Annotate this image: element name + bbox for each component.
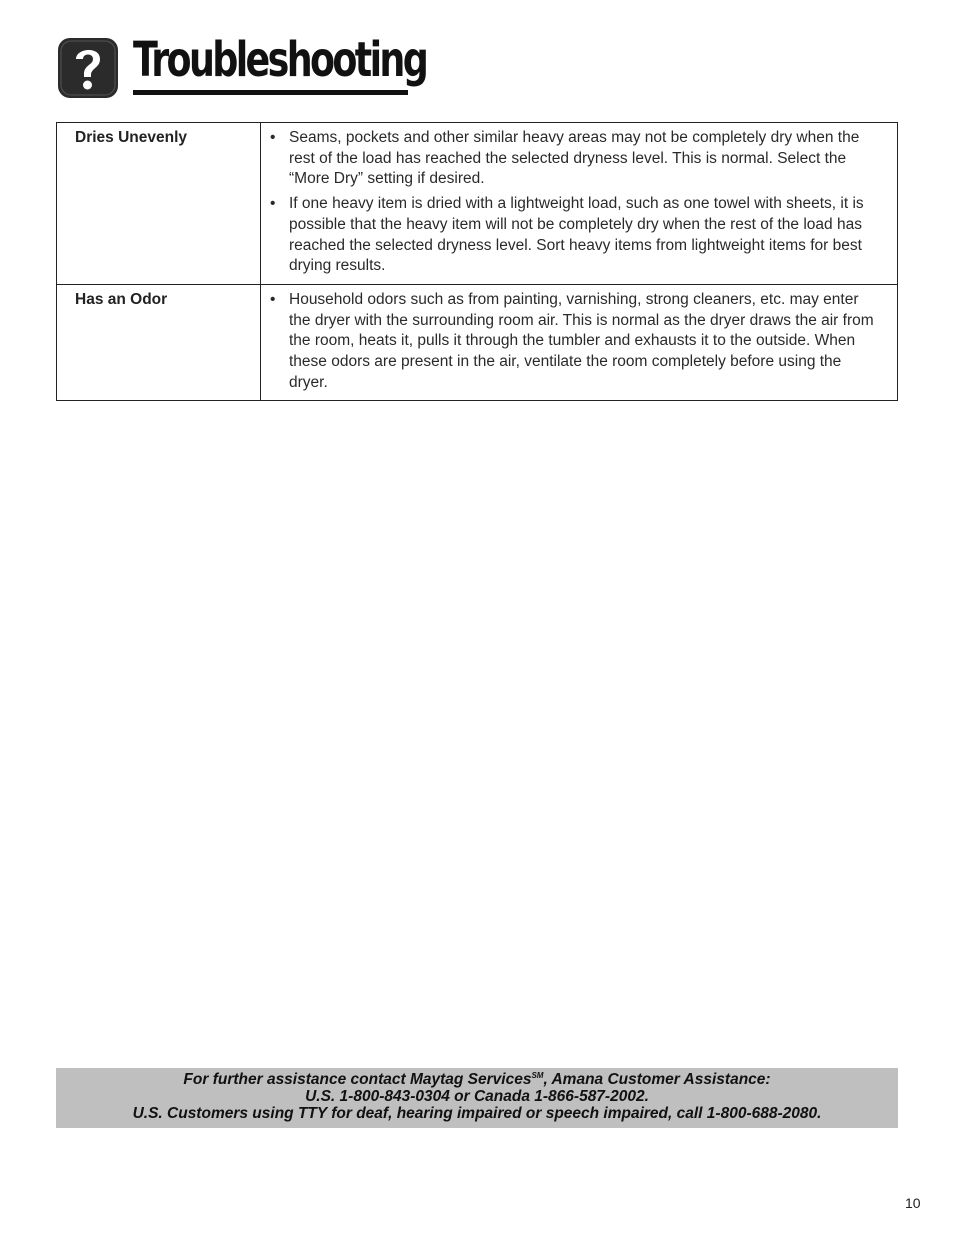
question-mark-icon — [57, 37, 119, 99]
table-row — [57, 123, 898, 285]
footer-line-2: U.S. 1-800-843-0304 or Canada 1-866-587-2002. — [305, 1088, 649, 1105]
bullet-icon: • — [270, 129, 276, 146]
solution-item — [270, 290, 883, 394]
bullet-icon: • — [270, 290, 276, 308]
troubleshooting-table — [56, 122, 898, 401]
table-row — [57, 284, 898, 401]
footer-line-1-text: For further assistance contact Maytag Services — [183, 1071, 532, 1088]
problem-label: Dries Unevenly — [57, 123, 261, 285]
solution-text: Household odors such as from painting, varnishing, strong cleaners, etc. may enter the dryer with the surrounding room air. This is normal as the dryer draws the air from the room, heats it, pulls it through the tumbler and exhausts it to the outside. When these odors are present in the air, ventilate the room completely before using the dryer. — [289, 290, 874, 391]
assistance-footer — [56, 1068, 898, 1128]
service-mark: SM — [531, 1071, 544, 1080]
title-underline — [133, 90, 408, 95]
footer-line-1-tail: , Amana Customer Assistance: — [543, 1071, 771, 1088]
solution-cell — [261, 284, 898, 401]
page-number: 10 — [905, 1195, 921, 1211]
solution-list — [270, 290, 883, 394]
solution-item — [270, 194, 883, 277]
footer-line-3: U.S. Customers using TTY for deaf, hearing impaired or speech impaired, call 1-800-688-2080. — [132, 1105, 822, 1122]
solution-list — [270, 128, 883, 277]
bullet-icon: • — [270, 195, 276, 213]
solution-cell — [261, 123, 898, 285]
solution-item — [270, 128, 883, 190]
footer-line-1 — [56, 1071, 898, 1088]
solution-text: Seams, pockets and other similar heavy areas may not be completely dry when the rest of the load has reached the selected dryness level. This is normal. Select the “More Dry” setting if desired. — [289, 129, 860, 188]
solution-text: If one heavy item is dried with a lightweight load, such as one towel with sheets, it is possible that the heavy item will not be completely dry when the rest of the load has reached the selected dryness level. Sort heavy items from lightweight items for best drying results. — [289, 195, 864, 275]
page-title: Troubleshooting — [133, 32, 427, 88]
problem-label: Has an Odor — [57, 284, 261, 401]
